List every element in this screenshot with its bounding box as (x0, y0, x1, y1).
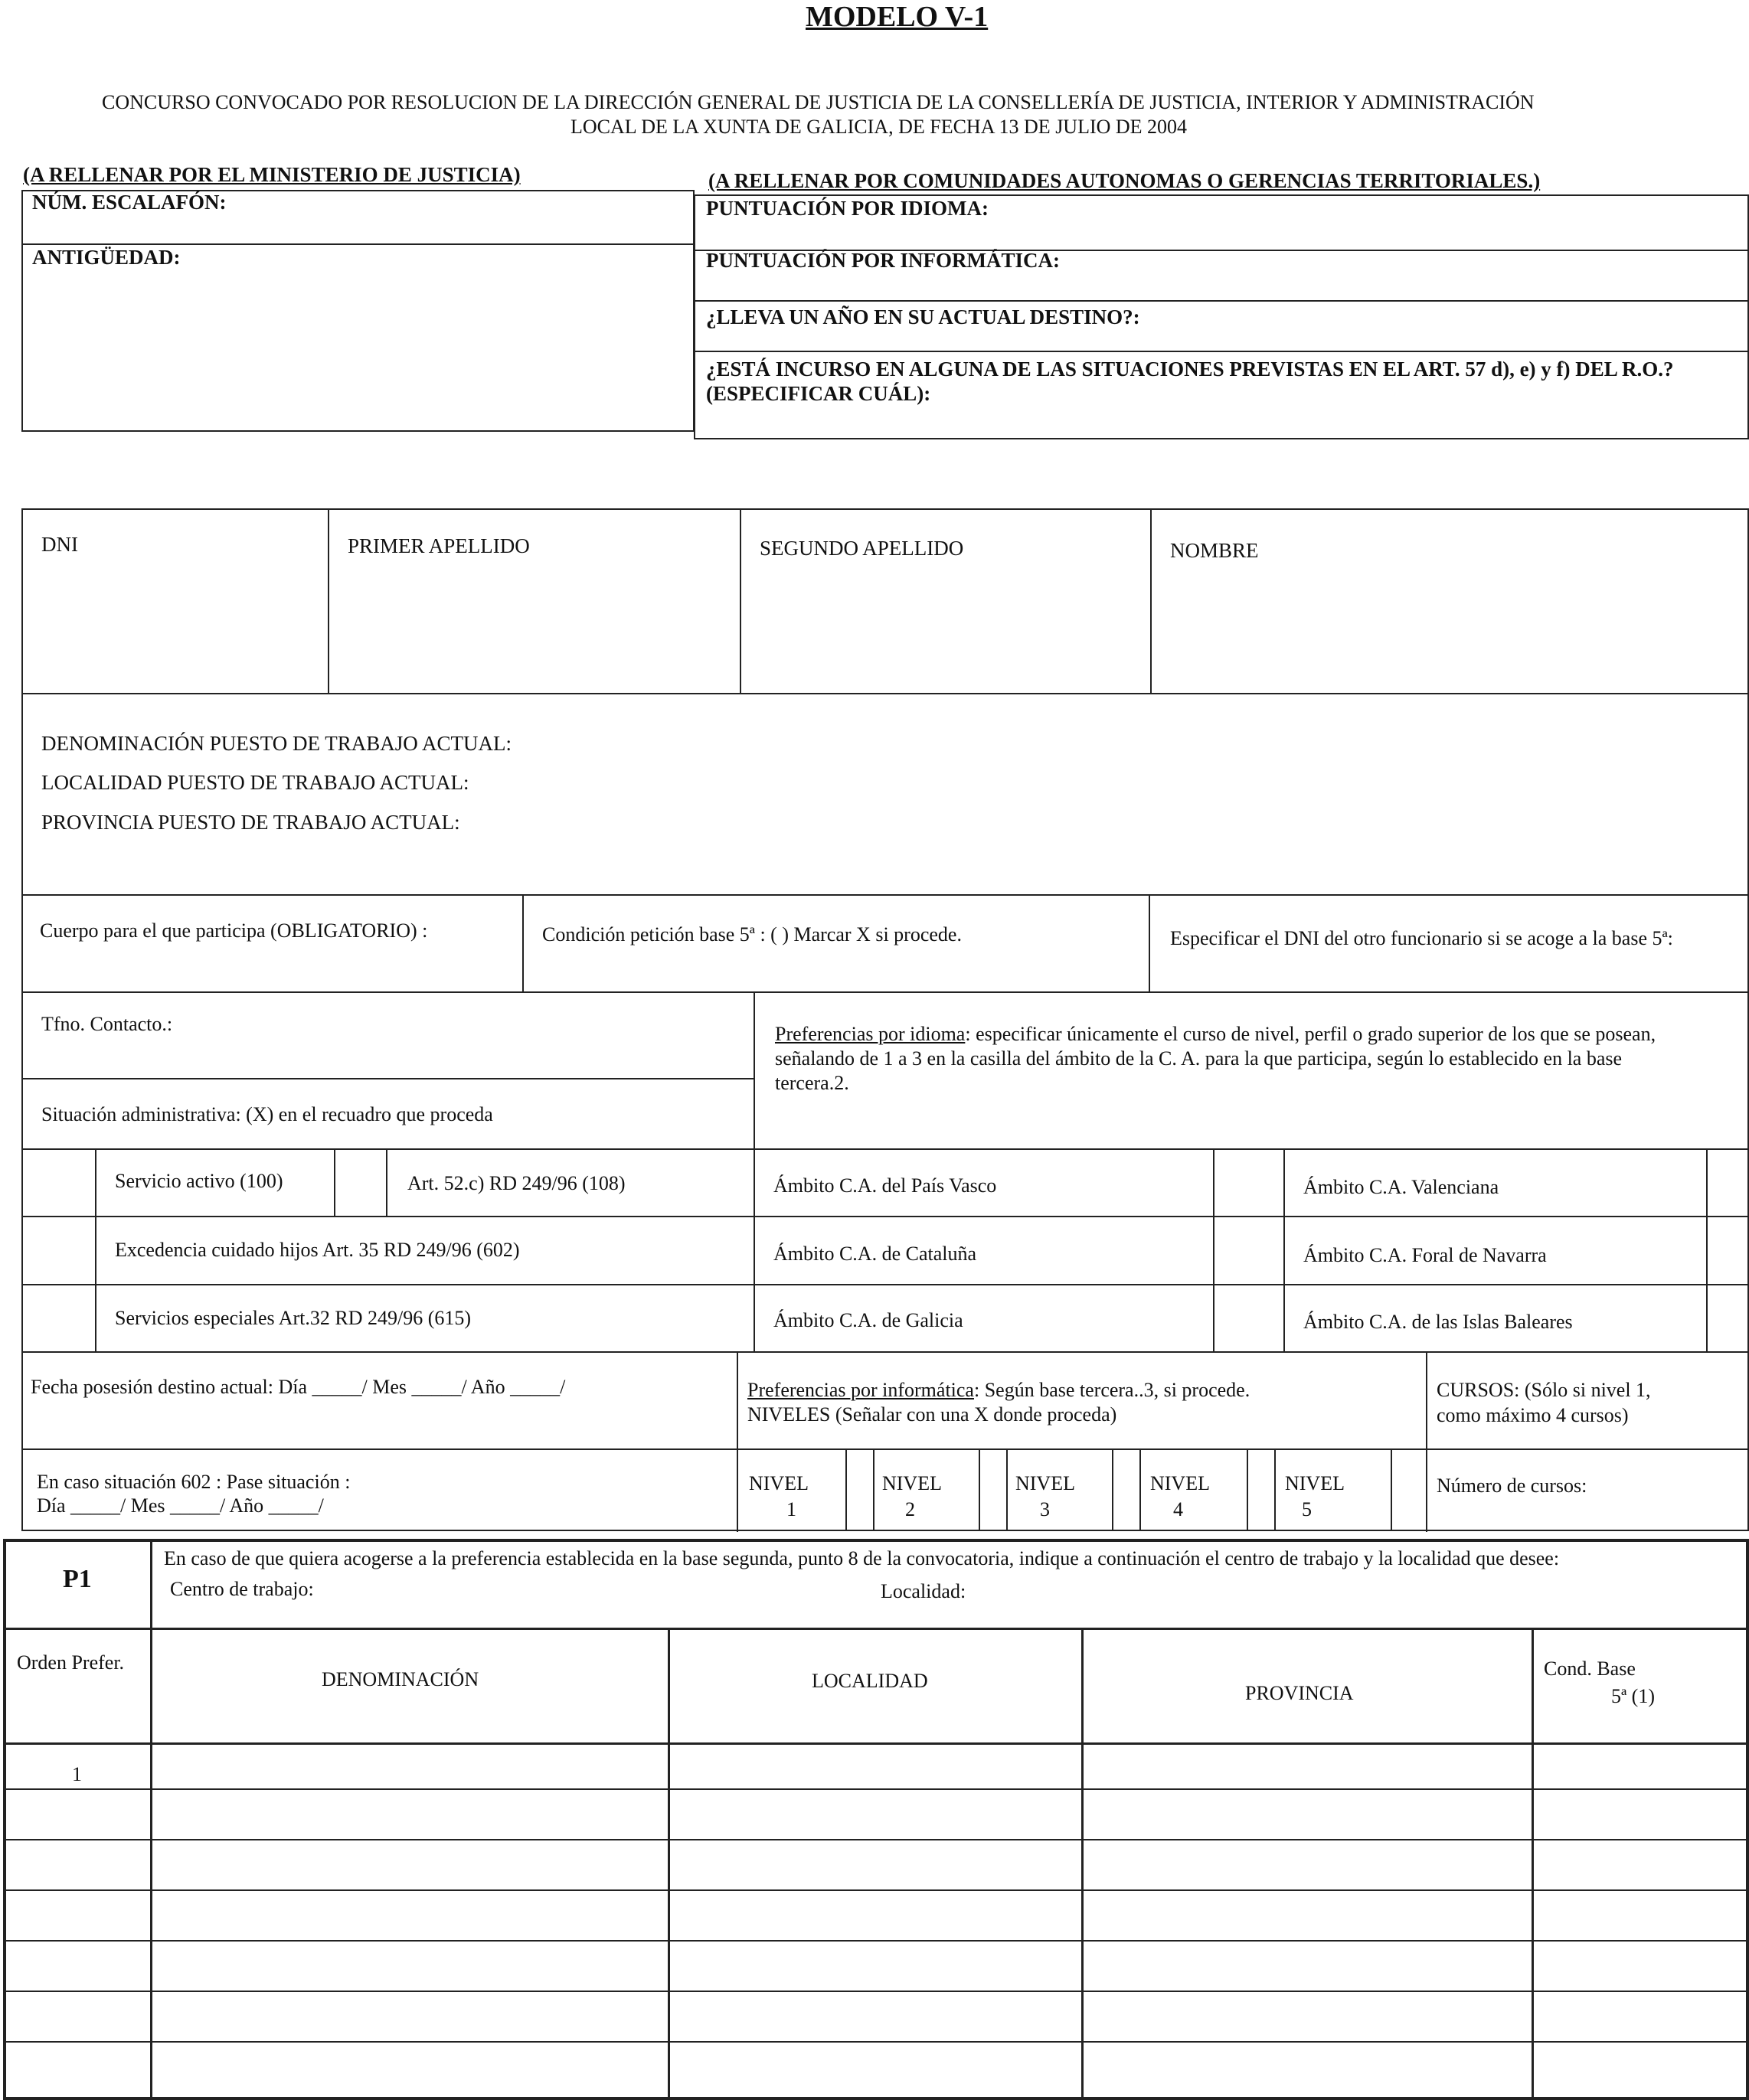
servicios-especiales-label: Servicios especiales Art.32 RD 249/96 (615) (115, 1307, 472, 1329)
localidad-label: LOCALIDAD PUESTO DE TRABAJO ACTUAL: (41, 771, 469, 794)
num-escalafon-label: NÚM. ESCALAFÓN: (32, 191, 227, 214)
divider (1006, 1448, 1008, 1531)
art52-checkbox[interactable] (335, 1150, 384, 1214)
divider (21, 1148, 1749, 1150)
fecha-posesion-label: Fecha posesión destino actual: Día _____/ Mes _____/ Año _____/ (31, 1376, 566, 1398)
divider (737, 1351, 738, 1532)
table-row-line (3, 1788, 1749, 1790)
nivel-4-number: 4 (1173, 1498, 1183, 1520)
punt-idioma-label: PUNTUACIÓN POR IDIOMA: (706, 197, 989, 220)
divider (522, 894, 524, 992)
divider (754, 991, 755, 1351)
ambito-pais-vasco-box[interactable] (1214, 1150, 1282, 1214)
ambito-valenciana-label: Ámbito C.A. Valenciana (1303, 1176, 1499, 1198)
row-1-order: 1 (72, 1763, 82, 1785)
ambito-valenciana-box[interactable] (1708, 1150, 1747, 1214)
informatica-pref-line (747, 1378, 1250, 1402)
p1-text: En caso de que quiera acogerse a la preferencia establecida en la base segunda, punto 8 de la convocatoria, indique a continuación el centro de trabajo y la localidad que desee: (164, 1547, 1560, 1569)
idioma-pref-text-2: señalando de 1 a 3 en la casilla del ámbito de la C. A. para la que participa, según lo establecido en la base (775, 1047, 1623, 1070)
admin-right-heading: (A RELLENAR POR COMUNIDADES AUTONOMAS O GERENCIAS TERRITORIALES.) (708, 169, 1541, 192)
divider (1150, 508, 1152, 694)
ambito-galicia-label: Ámbito C.A. de Galicia (773, 1309, 963, 1331)
table-row-line (3, 1940, 1749, 1942)
nivel-2-number: 2 (905, 1498, 915, 1520)
ambito-cataluna-label: Ámbito C.A. de Cataluña (773, 1243, 977, 1265)
incurso-label-1: ¿ESTÁ INCURSO EN ALGUNA DE LAS SITUACIONES PREVISTAS EN EL ART. 57 d), e) y f) DEL R.O.? (706, 358, 1674, 380)
nivel-3-word: NIVEL (1015, 1472, 1075, 1494)
header-line-2: LOCAL DE LA XUNTA DE GALICIA, DE FECHA 13 DE JULIO DE 2004 (570, 116, 1188, 138)
divider (95, 1148, 96, 1352)
col-localidad-header: LOCALIDAD (812, 1670, 928, 1692)
nivel-1-word: NIVEL (749, 1472, 809, 1494)
ambito-pais-vasco-label: Ámbito C.A. del País Vasco (773, 1174, 997, 1197)
divider (3, 1742, 1749, 1745)
nivel-1-checkbox[interactable] (847, 1450, 871, 1530)
excedencia-label: Excedencia cuidado hijos Art. 35 RD 249/96 (602) (115, 1239, 520, 1261)
cursos-label-1: CURSOS: (Sólo si nivel 1, (1437, 1379, 1651, 1401)
divider (1081, 1628, 1084, 2100)
caso602-line-2: Día _____/ Mes _____/ Año _____/ (37, 1494, 324, 1517)
antiguedad-label: ANTIGÜEDAD: (32, 246, 181, 269)
condicion-label: Condición petición base 5ª : ( ) Marcar X si procede. (542, 923, 962, 945)
col-cond-header-2: 5ª (1) (1611, 1685, 1655, 1707)
nombre-label: NOMBRE (1170, 539, 1259, 562)
table-row-line (3, 1991, 1749, 1992)
nivel-4-word: NIVEL (1150, 1472, 1210, 1494)
cuerpo-label: Cuerpo para el que participa (OBLIGATORIO) : (40, 919, 428, 942)
divider (668, 1628, 670, 2100)
divider (1139, 1448, 1141, 1531)
divider (21, 991, 1749, 993)
nivel-5-checkbox[interactable] (1392, 1450, 1424, 1530)
nivel-3-number: 3 (1040, 1498, 1050, 1520)
divider (386, 1148, 387, 1216)
divider (740, 508, 741, 694)
idioma-pref-text-3: tercera.2. (775, 1072, 849, 1094)
table-row-line (3, 1839, 1749, 1840)
telefono-label: Tfno. Contacto.: (41, 1013, 173, 1035)
form-title: MODELO V-1 (806, 1, 989, 33)
divider (21, 1448, 1749, 1450)
dni-label: DNI (41, 533, 78, 556)
p1-centro-label: Centro de trabajo: (170, 1578, 314, 1600)
divider (21, 693, 1749, 694)
divider (873, 1448, 874, 1531)
denominacion-label: DENOMINACIÓN PUESTO DE TRABAJO ACTUAL: (41, 732, 512, 755)
p1-outer-box (3, 1539, 1749, 2100)
servicios-especiales-checkbox[interactable] (23, 1285, 93, 1350)
nivel-3-checkbox[interactable] (1113, 1450, 1138, 1530)
punt-informatica-label: PUNTUACIÓN POR INFORMÁTICA: (706, 249, 1060, 272)
nivel-4-checkbox[interactable] (1248, 1450, 1273, 1530)
numero-cursos-label: Número de cursos: (1437, 1475, 1587, 1497)
ambito-cataluna-box[interactable] (1214, 1217, 1282, 1282)
incurso-label-2: (ESPECIFICAR CUÁL): (706, 382, 931, 405)
ambito-galicia-box[interactable] (1214, 1285, 1282, 1350)
informatica-pref-label: Preferencias por informática (747, 1379, 974, 1401)
divider (3, 1628, 1749, 1630)
divider (21, 1078, 754, 1079)
ambito-navarra-label: Ámbito C.A. Foral de Navarra (1303, 1244, 1547, 1266)
idioma-pref-text-1: : especificar únicamente el curso de nivel, perfil o grado superior de los que se posean, (965, 1023, 1656, 1045)
divider (1426, 1351, 1427, 1532)
servicio-activo-label: Servicio activo (100) (115, 1170, 283, 1192)
table-row-line (3, 1889, 1749, 1891)
nivel-5-word: NIVEL (1285, 1472, 1345, 1494)
p1-label: P1 (63, 1565, 92, 1593)
nivel-2-checkbox[interactable] (980, 1450, 1005, 1530)
admin-left-box (21, 190, 695, 432)
caso602-line-1: En caso situación 602 : Pase situación : (37, 1471, 351, 1493)
ambito-navarra-box[interactable] (1708, 1217, 1747, 1282)
segundo-apellido-label: SEGUNDO APELLIDO (760, 537, 964, 560)
cursos-label-2: como máximo 4 cursos) (1437, 1404, 1629, 1426)
idioma-pref-label: Preferencias por idioma (775, 1023, 966, 1045)
nivel-1-number: 1 (786, 1498, 796, 1520)
divider (328, 508, 329, 694)
primer-apellido-label: PRIMER APELLIDO (348, 534, 530, 557)
niveles-label: NIVELES (Señalar con una X donde proceda) (747, 1403, 1117, 1426)
ambito-baleares-box[interactable] (1708, 1285, 1747, 1350)
nivel-2-word: NIVEL (882, 1472, 942, 1494)
especificar-dni-label: Especificar el DNI del otro funcionario si se acoge a la base 5ª: (1170, 927, 1673, 949)
provincia-label: PROVINCIA PUESTO DE TRABAJO ACTUAL: (41, 811, 460, 834)
informatica-pref-text: : Según base tercera..3, si procede. (973, 1379, 1250, 1401)
nivel-5-number: 5 (1302, 1498, 1312, 1520)
divider (1283, 1148, 1285, 1352)
header-line-1: CONCURSO CONVOCADO POR RESOLUCION DE LA DIRECCIÓN GENERAL DE JUSTICIA DE LA CONSELLERÍA DE JUSTICIA, INTERIOR Y ADMINISTRACIÓN (102, 91, 1535, 113)
divider (21, 1284, 1749, 1285)
excedencia-checkbox[interactable] (23, 1217, 93, 1282)
divider (21, 1216, 1749, 1217)
lleva-anio-label: ¿LLEVA UN AÑO EN SU ACTUAL DESTINO?: (706, 305, 1140, 328)
divider (21, 1351, 1749, 1353)
situacion-admin-label: Situación administrativa: (X) en el recuadro que proceda (41, 1103, 493, 1125)
divider (1274, 1448, 1276, 1531)
ambito-baleares-label: Ámbito C.A. de las Islas Baleares (1303, 1311, 1573, 1333)
admin-left-heading: (A RELLENAR POR EL MINISTERIO DE JUSTICIA) (23, 163, 521, 186)
col-denominacion-header: DENOMINACIÓN (322, 1668, 479, 1690)
table-row-line (3, 2041, 1749, 2043)
divider (1149, 894, 1150, 992)
divider (694, 300, 1749, 302)
col-provincia-header: PROVINCIA (1245, 1682, 1354, 1704)
divider (21, 894, 1749, 896)
divider (150, 1539, 152, 2100)
p1-localidad-label: Localidad: (881, 1580, 966, 1602)
divider (1532, 1628, 1534, 2100)
col-orden-header: Orden Prefer. (17, 1651, 125, 1674)
servicio-activo-checkbox[interactable] (23, 1150, 93, 1214)
idioma-pref-line-1 (775, 1022, 1656, 1046)
divider (694, 351, 1749, 352)
art52-label: Art. 52.c) RD 249/96 (108) (407, 1172, 626, 1194)
col-cond-header-1: Cond. Base (1544, 1657, 1636, 1680)
